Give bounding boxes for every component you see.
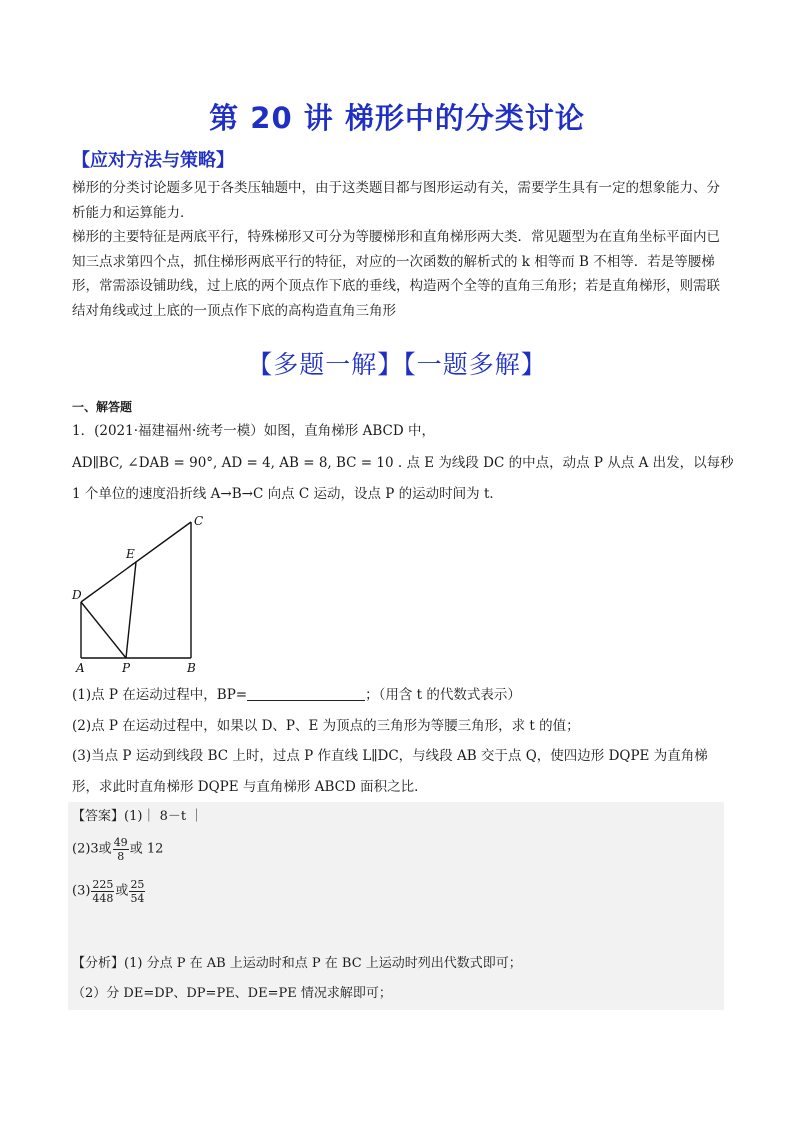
fraction-denominator: 448 — [92, 892, 114, 905]
answer-3-prefix: (3) — [72, 883, 91, 899]
segment-dp — [81, 602, 126, 658]
problem-line-2: AD∥BC, ∠DAB = 90°, AD = 4, AB = 8, BC = 10 . 点 E 为线段 DC 的中点，动点 P 从点 A 出发，以每秒 — [72, 455, 734, 471]
answer-label: 【答案】 — [72, 809, 125, 824]
problem-line-3: 1 个单位的速度沿折线 A→B→C 向点 C 运动，设点 P 的运动时间为 t． — [72, 486, 503, 502]
question-1-suffix: ；（用含 t 的代数式表示） — [365, 687, 521, 703]
trapezoid-figure — [66, 508, 216, 676]
question-3-line-1: (3)当点 P 运动到线段 BC 上时，过点 P 作直线 L∥DC，与线段 AB 交于点 Q，使四边形 DQPE 为直角梯 — [72, 748, 708, 764]
multi-solution-heading: 【多题一解】【一题多解】 — [247, 350, 547, 379]
intro-paragraph-2: 梯形的主要特征是两底平行，特殊梯形又可分为等腰梯形和直角梯形两大类．常见题型为在直角坐标平面内已知三点求第四个点，抓住梯形两底平行的特征，对应的一次函数的解析式的 k 相等而 B 不相等．若是等腰梯形，常需添设铺助线，过上底的两个顶点作下底的垂线，构造两个全等的直角三角形；若是直角梯形，则需联结对角线或过上底的一顶点作下底的高构造直角三角形 — [72, 229, 720, 319]
intro-paragraph-1: 梯形的分类讨论题多见于各类压轴题中，由于这类题目都与图形运动有关，需要学生具有一定的想象能力、分析能力和运算能力． — [72, 180, 720, 221]
answer-panel — [68, 802, 724, 1010]
answer-line-2 — [72, 836, 163, 863]
fraction-denominator: 54 — [130, 892, 145, 905]
question-3-line-2: 形，求此时直角梯形 DQPE 与直角梯形 ABCD 面积之比． — [72, 779, 428, 795]
strategy-heading: 【应对方法与策略】 — [72, 150, 234, 171]
question-1-text: (1)点 P 在运动过程中，BP= — [72, 687, 248, 703]
fraction-numerator: 225 — [92, 878, 114, 891]
answer-3-fraction-2 — [129, 878, 145, 905]
answer-3-fraction-1 — [91, 878, 114, 905]
question-1 — [72, 684, 521, 706]
label-a: A — [76, 661, 85, 675]
label-c: C — [194, 514, 204, 528]
section-label: 一、解答题 — [72, 400, 133, 414]
segment-pe — [126, 562, 136, 658]
question-2: (2)点 P 在运动过程中，如果以 D、P、E 为顶点的三角形为等腰三角形，求 t 的值； — [72, 718, 580, 734]
problem-line-1: 1．(2021·福建福州·统考一模）如图，直角梯形 ABCD 中， — [72, 423, 435, 439]
label-d: D — [72, 588, 82, 602]
answer-2-fraction — [113, 836, 129, 863]
answer-1: (1)｜ 8－t ｜ — [124, 809, 204, 824]
label-b: B — [187, 661, 196, 675]
fraction-numerator: 49 — [113, 836, 128, 849]
answer-line-3 — [72, 878, 146, 905]
analysis-1: (1) 分点 P 在 AB 上运动时和点 P 在 BC 上运动时列出代数式即可； — [124, 956, 522, 971]
label-e: E — [126, 547, 135, 561]
answer-2-prefix: (2)3或 — [72, 841, 112, 857]
fraction-denominator: 8 — [117, 850, 125, 863]
analysis-label: 【分析】 — [72, 956, 125, 971]
answer-blank[interactable] — [247, 686, 365, 701]
label-p: P — [122, 661, 131, 675]
analysis-line-1 — [72, 953, 522, 975]
page-title: 第 20 讲 梯形中的分类讨论 — [209, 101, 585, 135]
answer-2-suffix: 或 12 — [129, 841, 164, 857]
answer-line-1 — [72, 806, 203, 828]
answer-3-or: 或 — [115, 883, 129, 899]
analysis-line-2: （2）分 DE=DP、DP=PE、DE=PE 情况求解即可； — [72, 986, 392, 1001]
fraction-numerator: 25 — [130, 878, 145, 891]
